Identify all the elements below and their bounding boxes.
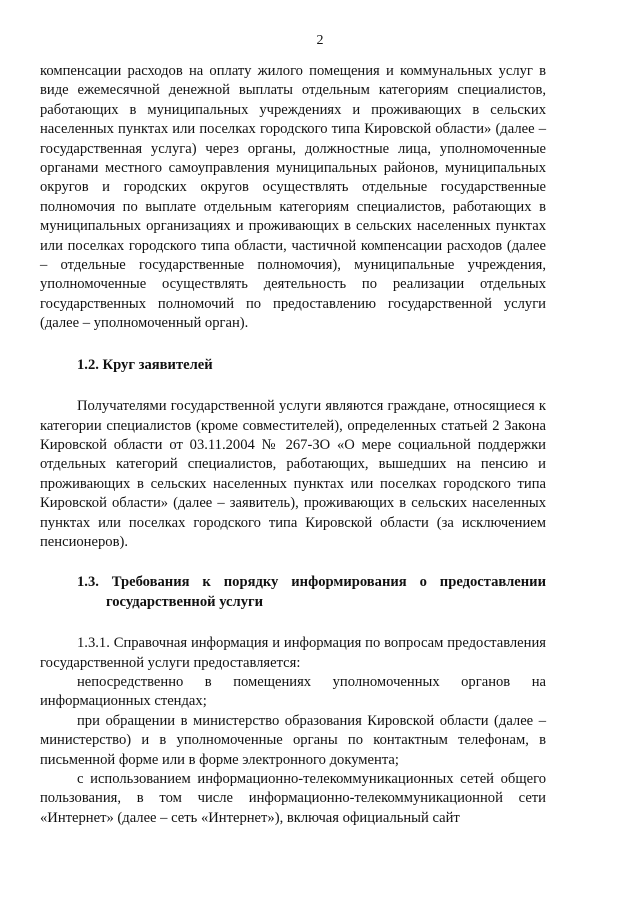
applicants-paragraph: Получателями государственной услуги являются граждане, относящиеся к категории специалистов (кроме совместителей), определенных статьей 2 Закона Кировской области от 03.11.2004 № 267-ЗО «О мере социальной поддержки отдельных категорий специалистов, работающих, вышедших на пенсию и проживающих в сельских населенных пунктах или поселках городского типа Кировской области» (далее – заявитель), проживающих в сельских населенных пунктах или поселках городского типа Кировской области (за исключением пенсионеров).	[40, 398, 546, 550]
info-paragraph-2: непосредственно в помещениях уполномоченных органов на информационных стендах;	[40, 673, 546, 710]
section-heading-1-3: 1.3. Требования к порядку информирования о предоставлении государственной услуги	[77, 574, 546, 610]
info-paragraph-1: 1.3.1. Справочная информация и информация по вопросам предоставления государственной услуги предоставляется:	[40, 635, 546, 671]
page-number: 2	[316, 33, 324, 48]
info-paragraph-3: при обращении в министерство образования Кировской области (далее – министерство) и в уполномоченные органы по контактным телефонам, в письменной форме или в форме электронного документа;	[40, 712, 546, 768]
document-body	[40, 62, 546, 828]
section-heading-1-2: 1.2. Круг заявителей	[77, 356, 213, 373]
intro-paragraph: компенсации расходов на оплату жилого помещения и коммунальных услуг в виде ежемесячной денежной выплаты отдельным категориям специалистов, работающих в муниципальных учреждениях и проживающих в сельских населенных пунктах или поселках городского типа Кировской области» (далее – государственная услуга) через органы, должностные лица, уполномоченные органами местного самоуправления муниципальных районов, муниципальных округов и городских округов осуществлять отдельные государственные полномочия по выплате отдельным категориям специалистов, работающих в муниципальных организациях и проживающих в сельских населенных пунктах или поселках городского типа области, частичной компенсации расходов (далее – отдельные государственные полномочия), муниципальные учреждения, уполномоченные осуществлять деятельность по реализации отдельных государственных полномочий по предоставлению государственной услуги (далее – уполномоченный орган).	[40, 63, 546, 332]
info-paragraph-4: с использованием информационно-телекоммуникационных сетей общего пользования, в том числе информационно-телекоммуникационной сети «Интернет» (далее – сеть «Интернет»), включая официальный сайт	[40, 771, 546, 826]
